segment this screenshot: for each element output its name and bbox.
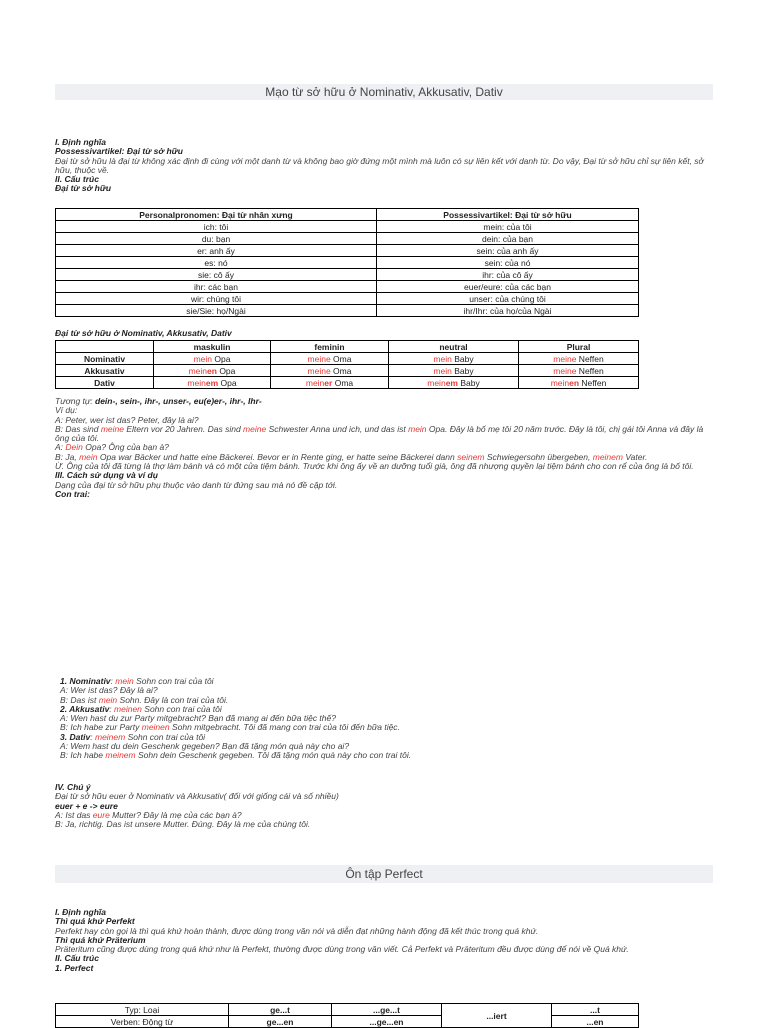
table-row [56, 365, 639, 377]
table-row [56, 293, 639, 305]
pronoun-table [55, 208, 639, 317]
table-row [56, 269, 639, 281]
pronoun-cell: ich: tôi [56, 221, 377, 233]
heading-note: IV. Chú ý [55, 782, 91, 792]
akkusativ-a: A: Wen hast du zur Party mitgebracht? Bạn đã mang ai đến bữa tiệc thế? [60, 713, 336, 724]
example-label: Ví dụ: [55, 405, 78, 416]
heading-case-forms: Đại từ sở hữu ở Nominativ, Akkusativ, Dativ [55, 328, 232, 338]
pronoun-cell: du: bạn [56, 233, 377, 245]
pronoun-cell: ihr: của cô ấy [377, 269, 639, 281]
heading-structure-2: II. Cấu trúc [55, 953, 99, 964]
example-b2-translation: Ừ. Ông của tôi đã từng là thợ làm bánh và có một cửa tiệm bánh. Trước khi ông ấy về an dưỡng tuổi già, ông đã nhượng quyền lại tiệm bánh cho con rể của ông là bố tôi. [55, 461, 694, 472]
nominativ-a: A: Wer ist das? Đây là ai? [60, 685, 158, 696]
heading-perfect-1: 1. Perfect [55, 962, 94, 973]
definition-block [55, 138, 715, 194]
example-a1: A: Peter, wer ist das? Peter, đây là ai? [55, 414, 199, 425]
pronoun-cell: sein: của anh ấy [377, 245, 639, 257]
pronoun-cell: sie: cô ấy [56, 269, 377, 281]
pronoun-col-header: Possessivartikel: Đại từ sở hữu [377, 209, 639, 221]
pronoun-cell: ihr: các bạn [56, 281, 377, 293]
pronoun-cell: sein: của nó [377, 257, 639, 269]
table-row [56, 377, 639, 389]
similar-line: Tương tự: dein-, sein-, ihr-, unser-, eu(e)er-, ihr-, Ihr- [55, 396, 262, 406]
pronoun-cell: er: anh ấy [56, 245, 377, 257]
case-col-header: neutral [389, 341, 519, 353]
heading-structure: II. Cấu trúc [55, 174, 99, 185]
case-col-header: feminin [271, 341, 389, 353]
table-row [56, 257, 639, 269]
heading-possessivartikel: Possessivartikel: Đại từ sở hữu [55, 146, 183, 157]
heading-perfekt: Thì quá khứ Perfekt [55, 916, 135, 927]
case-cell: meiner Oma [271, 377, 389, 389]
perfect-cell: ...t [552, 1004, 639, 1016]
definition-text: Đại từ sở hữu là đại từ không xác định đi cùng với một danh từ và không bao giờ đứng một mình mà luôn có sự liên kết với danh từ. Do vậy, Đại từ sở hữu chỉ sự liên kết, sở hữu, thuộc về. [55, 155, 704, 175]
case-cell: mein Opa [154, 353, 271, 365]
table-row [56, 353, 639, 365]
pronoun-col-header: Personalpronomen: Đại từ nhân xưng [56, 209, 377, 221]
prateritum-text: Präteritum cũng được dùng trong quá khứ như là Perfekt, thường được dùng trong văn viết. Cả Perfekt và Präteritum đều được dùng để nói về Quá khứ. [55, 944, 629, 955]
case-cell: meine Oma [271, 365, 389, 377]
case-cell: meine Neffen [519, 353, 639, 365]
perfect-cell: Typ: Loại [56, 1004, 229, 1016]
examples-block [55, 397, 715, 499]
example-b1: B: Das sind meine Eltern vor 20 Jahren. Das sind meine Schwester Anna und ich, und das ist mein Opa. Đây là bố mẹ tôi 20 năm trước. Đây là tôi, chị gái tôi Anna và đây là ông của tôi. [55, 423, 704, 444]
section-title-possessive: Mạo từ sở hữu ở Nominativ, Akkusativ, Dativ [55, 84, 713, 100]
pronoun-cell: unser: của chúng tôi [377, 293, 639, 305]
case-col-header [56, 341, 154, 353]
pronoun-cell: ihr/Ihr: của họ/của Ngài [377, 305, 639, 317]
case-table [55, 340, 639, 389]
case-cell: meinen Opa [154, 365, 271, 377]
perfect-cell: ge...en [229, 1016, 332, 1028]
table-row [56, 305, 639, 317]
perfect-definition-block [55, 908, 715, 973]
case-row-label: Akkusativ [56, 365, 154, 377]
perfect-cell: ...en [552, 1016, 639, 1028]
perfect-table [55, 1003, 639, 1028]
perfekt-text: Perfekt hay còn gọi là thì quá khứ hoàn thành, được dùng trong văn nói và diễn đạt những hành động đã kết thúc trong quá khứ. [55, 925, 539, 936]
case-col-header: Plural [519, 341, 639, 353]
note-text: Đại từ sở hữu euer ở Nominativ và Akkusativ( đối với giống cái và số nhiều) [55, 791, 339, 802]
case-cell: meine Oma [271, 353, 389, 365]
pronoun-cell: euer/eure: của các bạn [377, 281, 639, 293]
example-b2: B: Ja, mein Opa war Bäcker und hatte eine Bäckerei. Bevor er in Rente ging, er hatte seine Bäckerei dann seinem Schwiegersohn übergeben, meinem Vater. [55, 451, 648, 462]
note-block [55, 783, 715, 829]
heading-usage: III. Cách sử dụng và ví dụ [55, 470, 158, 481]
dativ-a: A: Wem hast du dein Geschenk gegeben? Bạn đã tặng món quà này cho ai? [60, 741, 350, 752]
case-heading-block [55, 329, 715, 338]
dativ-line: 3. Dativ: meinem Sohn con trai của tôi [60, 731, 206, 742]
similar-list: dein-, sein-, ihr-, unser-, eu(e)er-, ihr-, Ihr- [95, 396, 262, 406]
case-cell: meinem Opa [154, 377, 271, 389]
pronoun-cell: sie/Sie: họ/Ngài [56, 305, 377, 317]
note-example-b: B: Ja, richtig. Das ist unsere Mutter. Đúng. Đây là mẹ của chúng tôi. [55, 819, 311, 830]
note-example-a: A: Ist das eure Mutter? Đây là mẹ của các bạn à? [55, 809, 242, 820]
example-a2: A: Dein Opa? Ông của bạn à? [55, 442, 169, 453]
perfect-cell: ...ge...en [332, 1016, 442, 1028]
pronoun-cell: wir: chúng tôi [56, 293, 377, 305]
case-cell: mein Baby [389, 353, 519, 365]
case-cell: meinem Baby [389, 377, 519, 389]
table-row [56, 221, 639, 233]
case-row-label: Dativ [56, 377, 154, 389]
case-cell: mein Baby [389, 365, 519, 377]
pronoun-cell: mein: của tôi [377, 221, 639, 233]
perfect-cell: ...iert [442, 1004, 552, 1028]
dativ-b: B: Ich habe meinem Sohn dein Geschenk gegeben. Tôi đã tặng món quà này cho con trai tôi. [60, 750, 412, 761]
son-examples-block [60, 677, 720, 761]
nominativ-b: B: Das ist mein Sohn. Đây là con trai của tôi. [60, 694, 229, 705]
table-row [56, 281, 639, 293]
pronoun-cell: es: nó [56, 257, 377, 269]
heading-son: Con trai: [55, 488, 90, 499]
akkusativ-line: 2. Akkusativ: meinen Sohn con trai của tôi [60, 703, 222, 714]
akkusativ-b: B: Ich habe zur Party meinen Sohn mitgebracht. Tôi đã mang con trai của tôi đến bữa tiệc. [60, 722, 400, 733]
case-cell: meine Neffen [519, 365, 639, 377]
heading-prateritum: Thì quá khứ Präterium [55, 934, 146, 945]
usage-text: Dạng của đại từ sở hữu phụ thuộc vào danh từ đứng sau mà nó đề cập tới. [55, 479, 338, 490]
section-title-perfect: Ôn tập Perfect [55, 865, 713, 883]
table-row [56, 233, 639, 245]
table-row [56, 245, 639, 257]
perfect-cell: ge...t [229, 1004, 332, 1016]
case-row-label: Nominativ [56, 353, 154, 365]
heading-definition-2: I. Định nghĩa [55, 907, 106, 917]
note-rule: euer + e -> eure [55, 800, 118, 811]
nominativ-line: 1. Nominativ: mein Sohn con trai của tôi [60, 676, 214, 686]
heading-definition: I. Định nghĩa [55, 137, 106, 147]
pronoun-cell: dein: của bạn [377, 233, 639, 245]
case-col-header: maskulin [154, 341, 271, 353]
perfect-cell: ...ge...t [332, 1004, 442, 1016]
heading-pronouns: Đại từ sở hữu [55, 183, 112, 194]
perfect-cell: Verben: Động từ [56, 1016, 229, 1028]
case-cell: meinen Neffen [519, 377, 639, 389]
